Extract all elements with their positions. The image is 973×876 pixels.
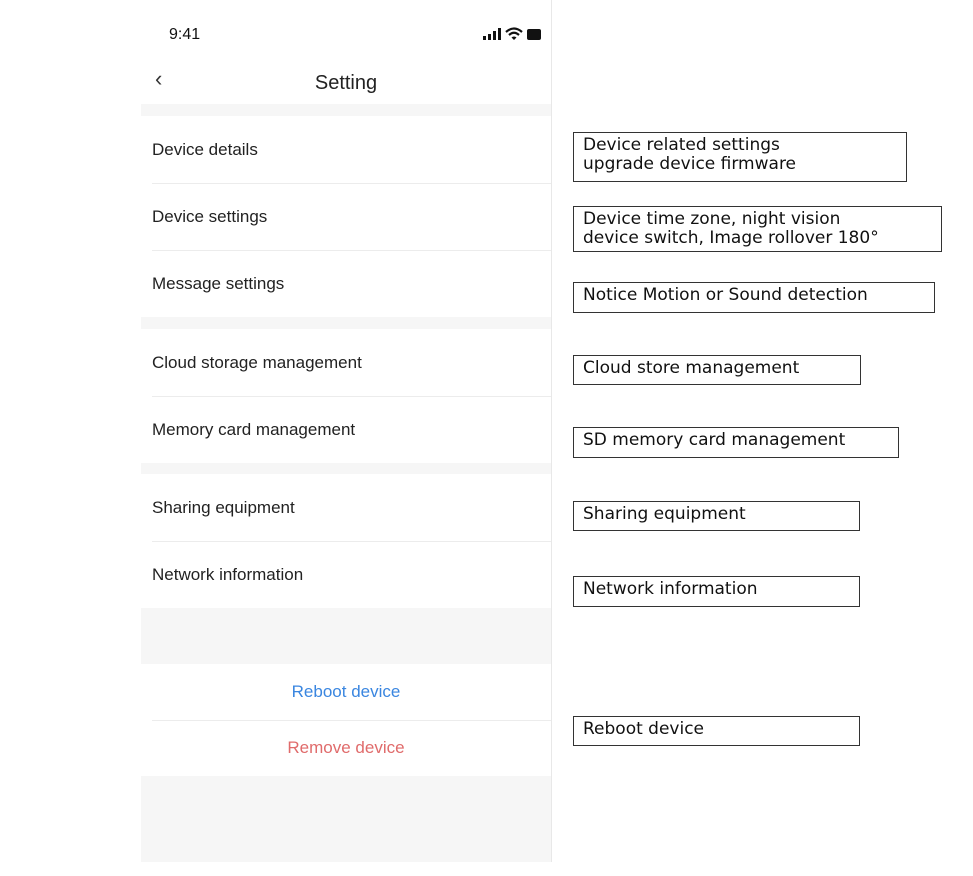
annotation-device-details xyxy=(573,132,907,182)
status-time: 9:41 xyxy=(169,26,201,43)
item-label: Memory card management xyxy=(152,419,356,439)
annotation-line: device switch, Image rollover 180° xyxy=(583,228,879,248)
memory-card-item[interactable] xyxy=(141,396,551,463)
reboot-device-button[interactable]: Reboot device xyxy=(291,682,401,701)
page-title: Setting xyxy=(314,72,378,94)
item-label: Device details xyxy=(152,139,258,159)
network-information-item[interactable] xyxy=(141,541,551,608)
battery-icon xyxy=(527,29,541,40)
device-actions xyxy=(141,664,551,776)
annotation-memory-card: SD memory card management xyxy=(573,427,899,458)
annotation-line: Device time zone, night vision xyxy=(583,209,841,229)
status-icons xyxy=(483,25,541,43)
remove-device-button[interactable]: Remove device xyxy=(141,720,551,776)
back-chevron-icon[interactable]: ‹ xyxy=(155,66,163,91)
annotation-device-settings xyxy=(573,206,942,252)
item-label: Cloud storage management xyxy=(152,352,362,372)
annotation-network: Network information xyxy=(573,576,860,607)
wifi-icon xyxy=(505,27,523,41)
panel-divider xyxy=(551,0,552,862)
annotation-reboot: Reboot device xyxy=(573,716,860,746)
item-label: Message settings xyxy=(152,273,285,293)
annotation-message-settings: Notice Motion or Sound detection xyxy=(573,282,935,313)
cloud-storage-item[interactable] xyxy=(141,329,551,396)
device-details-item[interactable] xyxy=(141,116,551,183)
item-label: Sharing equipment xyxy=(152,497,295,517)
annotation-cloud-storage: Cloud store management xyxy=(573,355,861,385)
annotation-line: Device related settings xyxy=(583,135,780,155)
settings-group-sharing xyxy=(141,474,551,608)
settings-group-device xyxy=(141,116,551,317)
device-settings-item[interactable] xyxy=(141,183,551,250)
sharing-equipment-item[interactable] xyxy=(141,474,551,541)
settings-group-storage xyxy=(141,329,551,463)
signal-icon xyxy=(483,28,501,40)
item-label: Device settings xyxy=(152,206,268,226)
annotation-line: upgrade device firmware xyxy=(583,154,797,174)
item-label: Network information xyxy=(152,564,304,584)
phone-screen xyxy=(141,0,551,862)
annotation-sharing: Sharing equipment xyxy=(573,501,860,531)
top-bar xyxy=(141,0,551,104)
message-settings-item[interactable] xyxy=(141,250,551,317)
